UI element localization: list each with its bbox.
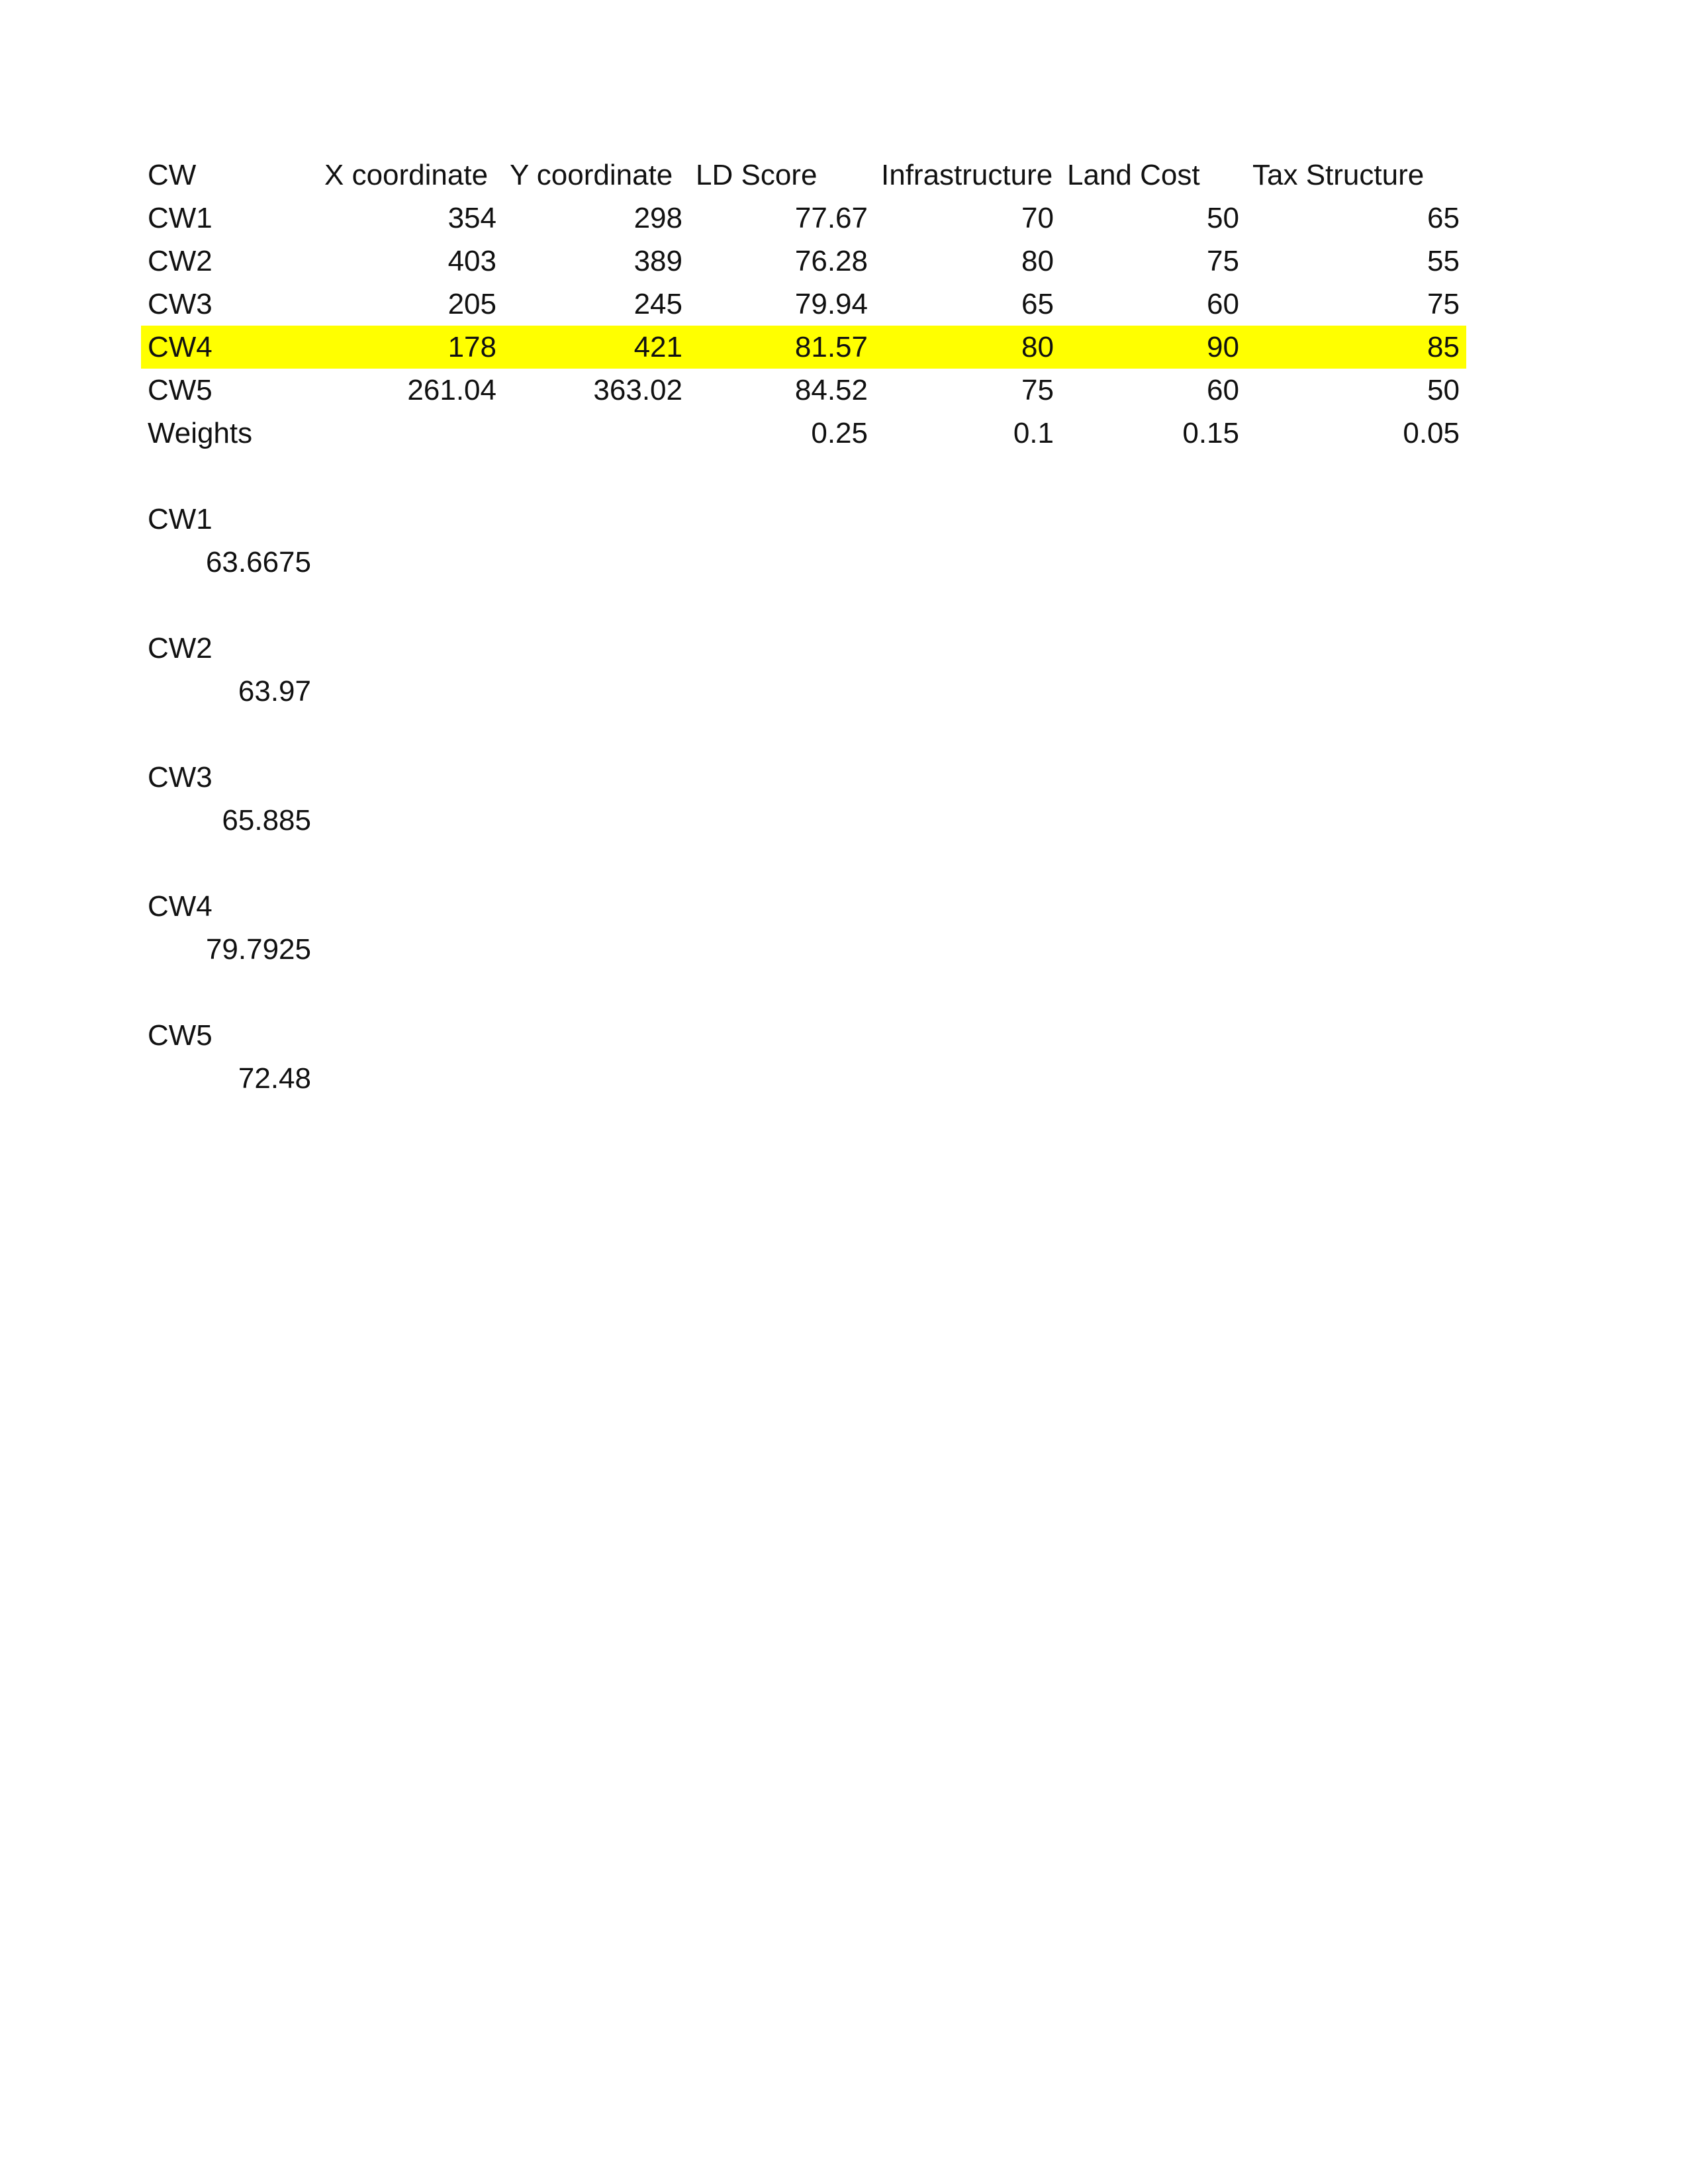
score-label-row [141,885,1466,928]
cell-infrastructure[interactable]: 80 [1021,244,1054,277]
spreadsheet [141,154,1466,1100]
score-value-row [141,1057,1466,1100]
cell-ld-score[interactable]: 84.52 [794,373,868,406]
header-ld-score[interactable]: LD Score [696,158,818,191]
blank-row [141,842,1466,885]
cell-empty[interactable] [141,713,1466,756]
cell-tax-structure[interactable]: 65 [1427,201,1460,234]
table-row [141,369,1466,412]
header-infrastructure[interactable]: Infrastructure [881,158,1053,191]
blank-row [141,713,1466,756]
table-row [141,197,1466,240]
cell-empty[interactable] [141,584,1466,627]
weight-infrastructure[interactable]: 0.1 [1013,416,1054,449]
weight-tax-structure[interactable]: 0.05 [1403,416,1460,449]
cell-infrastructure[interactable]: 65 [1021,287,1054,320]
score-value[interactable]: 63.6675 [205,545,311,578]
cell-infrastructure[interactable]: 80 [874,326,1060,369]
cell-x[interactable]: 354 [447,201,496,234]
blank-row [141,971,1466,1014]
score-value-row [141,541,1466,584]
cell-empty[interactable] [318,670,1466,713]
cell-cw[interactable]: CW4 [141,326,318,369]
cell-land-cost[interactable]: 60 [1207,373,1239,406]
score-label-row [141,627,1466,670]
score-label[interactable]: CW1 [148,502,212,535]
table-row [141,283,1466,326]
score-value-row [141,928,1466,971]
cell-ld-score[interactable]: 79.94 [794,287,868,320]
score-value[interactable]: 79.7925 [205,933,311,966]
cell-empty[interactable] [141,455,1466,498]
cell-empty[interactable] [503,412,689,455]
cell-cw[interactable]: CW3 [148,287,212,320]
cell-ld-score[interactable]: 76.28 [794,244,868,277]
cell-empty[interactable] [318,541,1466,584]
cell-cw[interactable]: CW2 [148,244,212,277]
cell-x[interactable]: 261.04 [407,373,496,406]
cell-y[interactable]: 298 [633,201,682,234]
cell-y[interactable]: 421 [503,326,689,369]
weight-land-cost[interactable]: 0.15 [1182,416,1239,449]
cell-empty[interactable] [318,1014,1466,1057]
cell-empty[interactable] [141,971,1466,1014]
score-value[interactable]: 63.97 [238,674,311,707]
cell-x[interactable]: 178 [318,326,503,369]
header-cw[interactable]: CW [148,158,197,191]
cell-empty[interactable] [318,928,1466,971]
header-row [141,154,1466,197]
cell-tax-structure[interactable]: 55 [1427,244,1460,277]
cell-land-cost[interactable]: 75 [1207,244,1239,277]
score-label-row [141,498,1466,541]
weights-label[interactable]: Weights [148,416,253,449]
score-label-row [141,756,1466,799]
score-value-row [141,670,1466,713]
cell-land-cost[interactable]: 60 [1207,287,1239,320]
blank-row [141,584,1466,627]
header-y-coordinate[interactable]: Y coordinate [510,158,673,191]
cell-tax-structure[interactable]: 50 [1427,373,1460,406]
score-value[interactable]: 72.48 [238,1062,311,1095]
score-value-row [141,799,1466,842]
cell-y[interactable]: 245 [633,287,682,320]
cell-land-cost[interactable]: 50 [1207,201,1239,234]
table-row-highlighted [141,326,1466,369]
score-label[interactable]: CW3 [148,760,212,794]
cell-empty[interactable] [318,756,1466,799]
score-value[interactable]: 65.885 [222,803,311,837]
cell-empty[interactable] [318,412,503,455]
cell-empty[interactable] [318,885,1466,928]
score-label[interactable]: CW4 [148,889,212,923]
score-label[interactable]: CW2 [148,631,212,664]
cell-empty[interactable] [141,842,1466,885]
cell-empty[interactable] [318,1057,1466,1100]
header-land-cost[interactable]: Land Cost [1067,158,1200,191]
cell-infrastructure[interactable]: 75 [1021,373,1054,406]
cell-ld-score[interactable]: 81.57 [689,326,874,369]
cell-x[interactable]: 403 [447,244,496,277]
cell-y[interactable]: 363.02 [593,373,682,406]
data-table [141,154,1466,1100]
score-label[interactable]: CW5 [148,1019,212,1052]
cell-ld-score[interactable]: 77.67 [794,201,868,234]
header-x-coordinate[interactable]: X coordinate [324,158,489,191]
cell-empty[interactable] [318,627,1466,670]
cell-empty[interactable] [318,498,1466,541]
weights-row [141,412,1466,455]
weight-ld-score[interactable]: 0.25 [811,416,868,449]
cell-tax-structure[interactable]: 85 [1246,326,1466,369]
header-tax-structure[interactable]: Tax Structure [1252,158,1425,191]
cell-y[interactable]: 389 [633,244,682,277]
cell-cw[interactable]: CW1 [148,201,212,234]
blank-row [141,455,1466,498]
cell-tax-structure[interactable]: 75 [1427,287,1460,320]
cell-infrastructure[interactable]: 70 [1021,201,1054,234]
cell-land-cost[interactable]: 90 [1060,326,1246,369]
cell-empty[interactable] [318,799,1466,842]
cell-cw[interactable]: CW5 [148,373,212,406]
table-row [141,240,1466,283]
score-label-row [141,1014,1466,1057]
cell-x[interactable]: 205 [447,287,496,320]
